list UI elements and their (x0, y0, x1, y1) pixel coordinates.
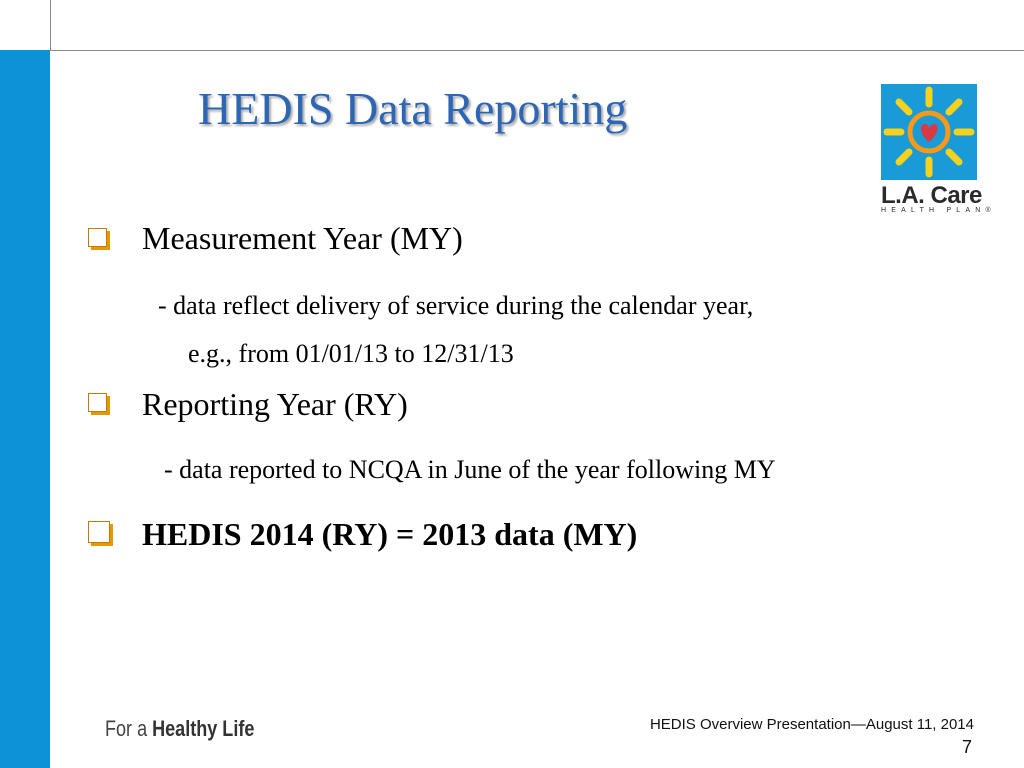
slide-title: HEDIS Data Reporting (198, 83, 628, 134)
footer-presentation-info: HEDIS Overview Presentation—August 11, 2014 (649, 716, 974, 733)
footer-brand-prefix: For a (105, 716, 153, 741)
bullet-icon (88, 393, 107, 412)
bullet-reporting-year: Reporting Year (RY) (142, 386, 408, 422)
bullet-icon (88, 228, 107, 247)
footer-brand (105, 716, 254, 742)
logo-tagline: HEALTH PLAN® (881, 207, 996, 214)
footer-brand-strong: Healthy Life (152, 716, 255, 741)
sun-heart-icon (881, 84, 977, 180)
logo-wordmark: L.A. Care (881, 182, 982, 209)
la-care-logo (875, 84, 996, 219)
detail-my-line2: e.g., from 01/01/13 to 12/31/13 (188, 339, 514, 368)
detail-ry-line1: - data reported to NCQA in June of the year following MY (164, 455, 776, 484)
header-rule (50, 50, 1024, 51)
bullet-measurement-year: Measurement Year (MY) (142, 220, 463, 256)
page-number: 7 (961, 737, 972, 757)
top-left-divider (50, 0, 51, 51)
left-accent-bar (0, 50, 50, 768)
bullet-hedis-summary: HEDIS 2014 (RY) = 2013 data (MY) (142, 516, 638, 552)
bullet-icon (88, 521, 110, 543)
detail-my-line1: - data reflect delivery of service during the calendar year, (158, 291, 754, 320)
